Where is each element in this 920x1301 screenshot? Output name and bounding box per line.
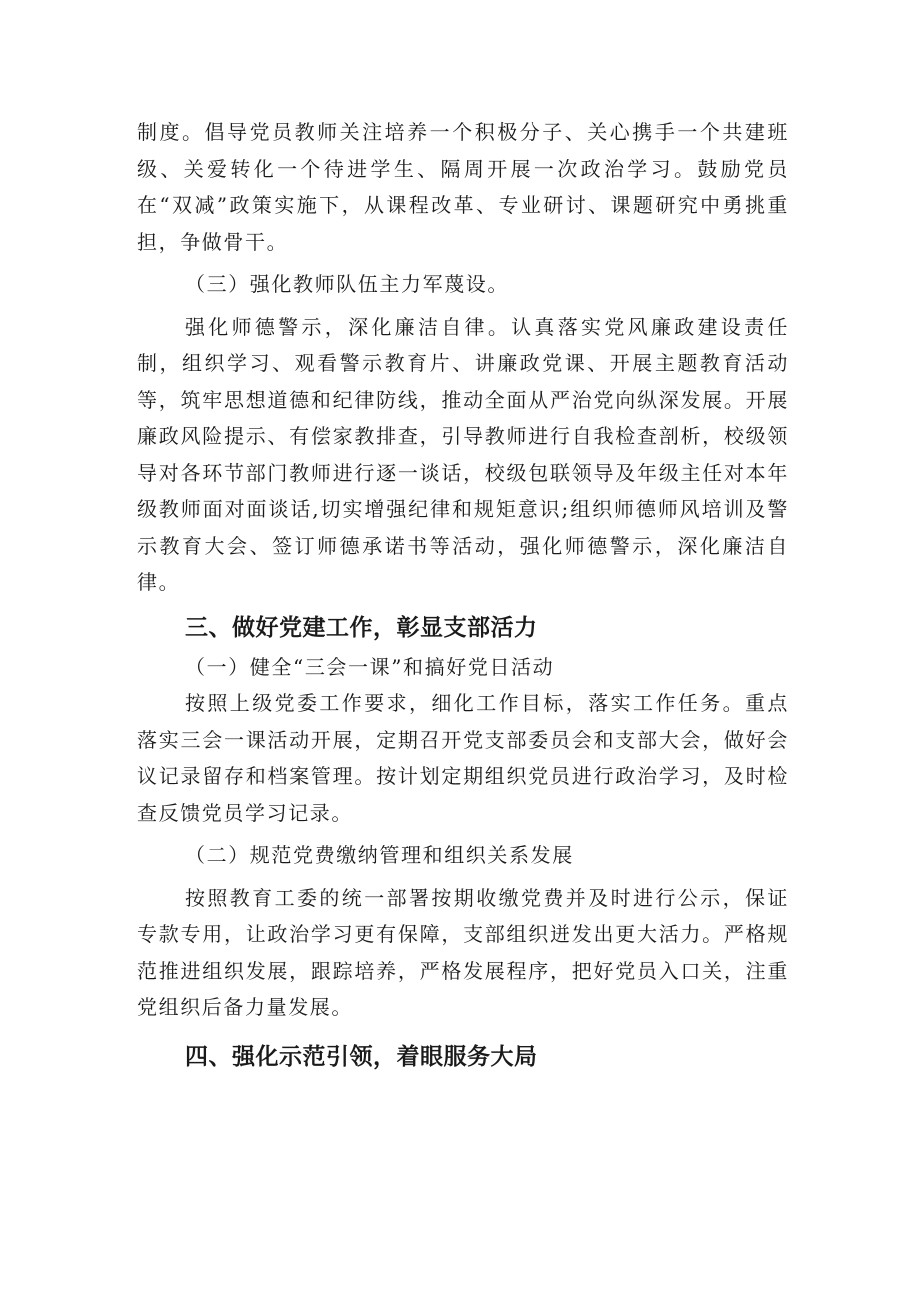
section-heading-party-building: 三、做好党建工作，彰显支部活力 [185, 614, 538, 641]
document-body [137, 114, 789, 1076]
subheading-three-meetings-one-lesson: （一）健全“三会一课”和搞好党日活动 [185, 654, 555, 679]
section-heading-demonstration-leadership: 四、强化示范引领，着眼服务大局 [185, 1043, 538, 1070]
paragraph-meeting-activities: 按照上级党委工作要求，细化工作目标，落实工作任务。重点落实三会一课活动开展，定期召开党支部委员会和支部大会，做好会议记录留存和档案管理。按计划定期组织党员进行政治学习，及时检查反馈党员学习记录。 [137, 691, 789, 825]
paragraph-party-member-teachers: 制度。倡导党员教师关注培养一个积极分子、关心携手一个共建班级、关爱转化一个待进学生、隔周开展一次政治学习。鼓励党员在“双减”政策实施下，从课程改革、专业研讨、课题研究中勇挑重担，争做骨干。 [137, 120, 789, 254]
subheading-teacher-team-building: （三）强化教师队伍主力军蔑设。 [185, 272, 509, 296]
subheading-party-dues-management: （二）规范党费缴纳管理和组织关系发展 [185, 843, 574, 867]
paragraph-teacher-ethics-warning: 强化师德警示，深化廉洁自律。认真落实党风廉政建设责任制，组织学习、观看警示教育片、讲廉政党课、开展主题教育活动等，筑牢思想道德和纪律防线，推动全面从严治党向纵深发展。开展廉政风险提示、有偿家教排查，引导教师进行自我检查剖析，校级领导对各环节部门教师进行逐一谈话，校级包联领导及年级主任对本年级教师面对面谈话,切实增强纪律和规矩意识;组织师德师风培训及警示教育大会、签订师德承诺书等活动，强化师德警示，深化廉洁自律。 [137, 314, 789, 594]
paragraph-party-dues-and-development: 按照教育工委的统一部署按期收缴党费并及时进行公示，保证专款专用，让政治学习更有保障，支部组织迸发出更大活力。严格规范推进组织发展，跟踪培养，严格发展程序，把好党员入口关，注重党组织后备力量发展。 [137, 885, 789, 1019]
